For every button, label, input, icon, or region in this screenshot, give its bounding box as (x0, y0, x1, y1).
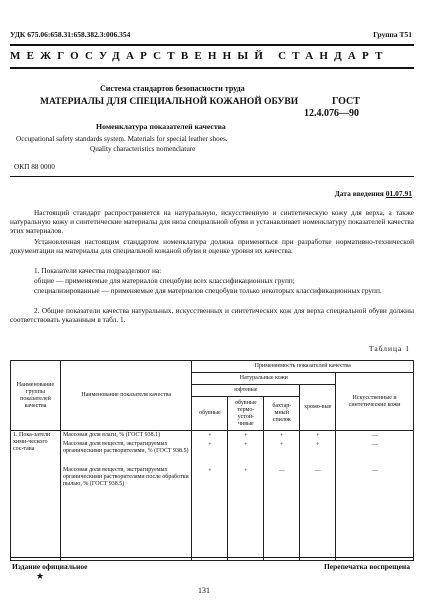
group-code: Группа Т51 (373, 30, 412, 39)
date-label: Дата введения (334, 189, 384, 198)
row-2-heat: + (244, 442, 248, 448)
row-3-artificial: — (371, 468, 378, 474)
paragraph-general: общие — применяемые для материалов спецобуви всех классификационных групп; (34, 276, 295, 285)
paragraph-item1: 1. Показатели качества подразделяют на: (34, 266, 162, 275)
header-shoe: обувные (192, 397, 228, 431)
col-chrome (300, 431, 336, 561)
paragraph-scope: Настоящий стандарт распространяется на натуральную, искусственную и синтетическую кожу для верха, а также натуральную кожу и синтетические материалы для низа специальной обуви и устанавливает номенклатуру показателей качества этих материалов. (10, 208, 414, 236)
col-heat (228, 431, 264, 561)
header-applicability: Применяемость показателей качества (192, 361, 414, 373)
official-edition: Издание официальное (12, 562, 88, 571)
row-2-name: Массовая доля веществ, экстрагируемых органическими растворителями, % (ГОСТ 938.5) (62, 441, 189, 454)
group-chemical: 1. Пока-затели хими-ческого сос-тава (11, 431, 61, 561)
system-title: Система стандартов безопасности труда (100, 84, 245, 93)
row-3-heat: + (244, 468, 248, 474)
indicator-names (60, 431, 192, 561)
header-chrome: хромо-вые (300, 385, 336, 431)
english-title-1: Occupational safety standards system. Materials for special leather shoes. (16, 135, 228, 143)
row-1-name: Массовая доля влаги, % (ГОСТ 938.1) (62, 432, 161, 438)
paragraph-item2: 2. Общие показатели качества натуральных, искусственных и синтетических кож для верха специальной обуви должны соответствовать указанным в табл. 1. (10, 306, 414, 325)
sub-title: Номенклатура показателей качества (96, 122, 226, 131)
main-title: МАТЕРИАЛЫ ДЛЯ СПЕЦИАЛЬНОЙ КОЖАНОЙ ОБУВИ (40, 97, 299, 107)
header-artificial: Искусственные и синтетические кожи (336, 373, 414, 431)
page-number: 131 (198, 586, 210, 595)
row-2-chrome: + (316, 442, 320, 448)
row-2-artificial: — (371, 442, 378, 448)
effective-date (335, 189, 412, 198)
col-shoe (192, 431, 228, 561)
english-title-2: Quality characteristics nomenclature (90, 145, 196, 153)
row-1-chrome: + (316, 433, 320, 439)
udk-code: УДК 675.06:658.31:658.382.3:006.354 (10, 30, 131, 39)
quality-table (10, 360, 414, 561)
row-2-shoe: + (208, 442, 212, 448)
gost-number: 12.4.076—90 (304, 108, 359, 119)
header-yuft: юфтевые (192, 385, 300, 397)
row-2-split: + (280, 442, 284, 448)
banner-rule (10, 67, 414, 69)
col-artificial (336, 431, 414, 561)
paragraph-specialized: специализированные — применяемые для материалов спецобуви только некоторых классификационных групп. (34, 286, 382, 295)
okp-code: ОКП 88 0000 (14, 162, 55, 171)
paragraph-application: Установленная настоящим стандартом номенклатура должна применяться при разработке нормативно-технической документации на материалы для специальной кожаной обуви и оценке уровня их качества. (10, 237, 414, 256)
table-caption: Таблица 1 (368, 344, 410, 353)
row-1-artificial: — (371, 433, 378, 439)
row-1-shoe: + (208, 433, 212, 439)
row-1-heat: + (244, 433, 248, 439)
row-3-shoe: + (208, 468, 212, 474)
header-name: Наименование показателя качества (60, 361, 192, 431)
row-3-name: Массовая доля веществ, экстрагируемых органическими растворителями после обработки пылью, % (ГОСТ 938.5) (62, 467, 189, 487)
header-heat-resistant: обувные термо-устой-чивые (228, 397, 264, 431)
okp-rule (10, 176, 414, 177)
standard-banner: МЕЖГОСУДАРСТВЕННЫЙ СТАНДАРТ (10, 50, 389, 62)
row-3-split: — (278, 468, 285, 474)
top-rule (10, 44, 414, 46)
header-split: бахтар-мный спилок (264, 397, 300, 431)
footer-rule (10, 557, 414, 558)
star-icon: ★ (36, 571, 45, 581)
row-1-split: + (280, 433, 284, 439)
col-split (264, 431, 300, 561)
row-3-chrome: — (314, 468, 321, 474)
date-value: 01.07.91 (385, 189, 412, 198)
reprint-notice: Перепечатка воспрещена (323, 562, 410, 571)
gost-label: ГОСТ (332, 96, 360, 107)
header-natural: Натуральные кожи (192, 373, 336, 385)
header-group: Наименование группы показателей качества (11, 361, 61, 431)
